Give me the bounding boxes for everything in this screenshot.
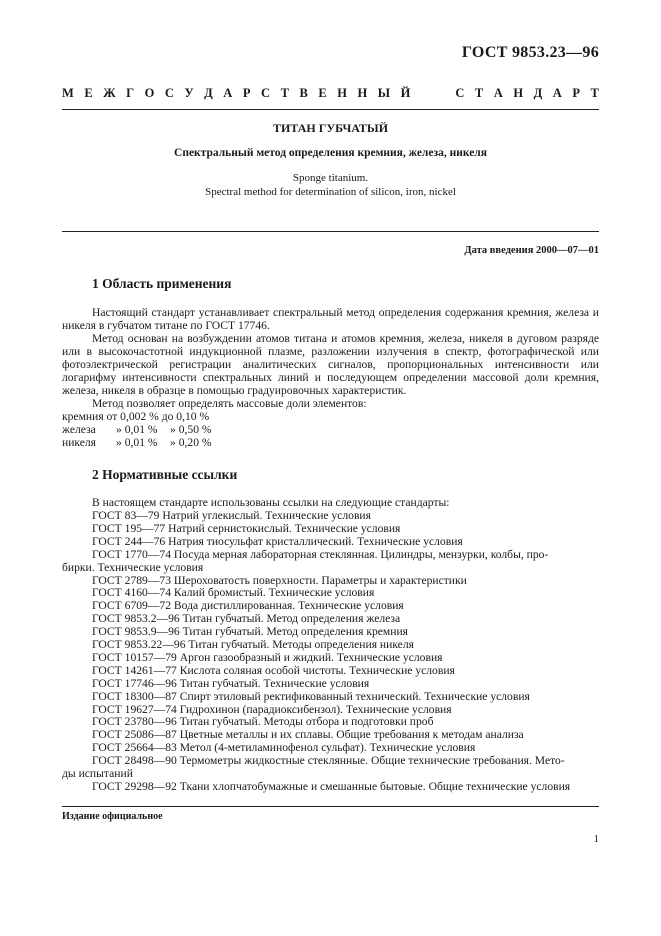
banner-letter: Ы	[377, 86, 391, 100]
banner-letter: Д	[533, 86, 543, 100]
range-to: » 0,20 %	[170, 436, 212, 449]
reference-line: ГОСТ 2789—73 Шероховатость поверхности. Параметры и характеристики	[92, 573, 467, 587]
reference-line: ГОСТ 10157—79 Аргон газообразный и жидкий. Технические условия	[92, 650, 443, 664]
section-2-intro: В настоящем стандарте использованы ссылки на следующие стандарты:	[92, 496, 450, 509]
reference-line: ГОСТ 29298—92 Ткани хлопчатобумажные и смешанные бытовые. Общие технические условия	[92, 779, 571, 793]
banner-letter: Н	[337, 86, 347, 100]
reference-line: ды испытаний	[62, 767, 133, 780]
range-element: железа	[62, 423, 96, 436]
banner-letter: Н	[357, 86, 368, 100]
reference-line: ГОСТ 28498—90 Термометры жидкостные стеклянные. Общие технические требования. Мето-	[92, 754, 565, 768]
range-from: » 0,01 %	[116, 436, 158, 449]
english-title-line-1: Sponge titanium.	[292, 172, 369, 184]
banner-letter: Т	[280, 86, 289, 100]
range-row-iron	[62, 424, 212, 437]
divider-middle	[62, 231, 599, 232]
reference-line: ГОСТ 1770—74 Посуда мерная лабораторная стеклянная. Цилиндры, мензурки, колбы, про-	[92, 547, 549, 561]
reference-line: ГОСТ 18300—87 Спирт этиловый ректификованный технический. Технические условия	[92, 689, 530, 703]
reference-line: ГОСТ 6709—72 Вода дистиллированная. Технические условия	[92, 599, 404, 613]
english-title-line-2: Spectral method for determination of silicon, iron, nickel	[205, 186, 456, 198]
banner-letter: Г	[126, 86, 135, 100]
divider-top	[62, 109, 599, 110]
banner-letter: Д	[204, 86, 213, 100]
reference-line: ГОСТ 9853.2—96 Титан губчатый. Метод определения железа	[92, 612, 401, 626]
range-to: » 0,50 %	[170, 423, 212, 436]
banner-letter	[421, 86, 445, 101]
reference-line: ГОСТ 195—77 Натрий сернистокислый. Технические условия	[92, 521, 401, 535]
reference-line: ГОСТ 244—76 Натрия тиосульфат кристаллический. Технические условия	[92, 534, 463, 548]
document-title: ТИТАН ГУБЧАТЫЙ	[272, 121, 389, 135]
reference-line: ГОСТ 9853.22—96 Титан губчатый. Методы определения никеля	[92, 638, 414, 651]
section-1-paragraph-2	[62, 333, 599, 398]
banner-letter: Н	[513, 86, 524, 100]
banner-letter: А	[493, 86, 503, 100]
banner-letter: Й	[400, 86, 411, 100]
para-1-text: Настоящий стандарт устанавливает спектральный метод определения содержания кремния, железа и никеля в губчатом титане по ГОСТ 17746.	[62, 306, 599, 332]
banner-letter: Р	[242, 86, 251, 100]
reference-line: ГОСТ 23780—96 Титан губчатый. Методы отбора и подготовки проб	[92, 715, 434, 729]
banner-letter: М	[62, 86, 74, 100]
banner-letter: У	[184, 86, 194, 100]
gost-code: ГОСТ 9853.23—96	[461, 44, 599, 61]
section-1-paragraph-1	[62, 307, 599, 333]
banner-letter: Р	[572, 86, 580, 100]
reference-line: ГОСТ 25086—87 Цветные металлы и их сплавы. Общие требования к методам анализа	[92, 728, 524, 742]
range-row-silicon	[62, 411, 209, 424]
banner-letter: В	[299, 86, 308, 100]
range-row-nickel	[62, 437, 212, 450]
range-element: кремния от 0,002 % до 0,10 %	[62, 410, 210, 423]
date-introduced: Дата введения 2000—07—01	[464, 245, 599, 256]
page-number: 1	[593, 833, 599, 845]
edition-note: Издание официальное	[62, 811, 163, 822]
banner-letter: Т	[474, 86, 484, 100]
section-2-heading: 2 Нормативные ссылки	[92, 467, 238, 482]
reference-line: ГОСТ 25664—83 Метол (4-метиламинофенол сульфат). Технические условия	[92, 741, 476, 755]
section-1-heading: 1 Область применения	[92, 276, 232, 291]
banner-letter: А	[552, 86, 562, 100]
banner-letter: Т	[590, 86, 599, 100]
interstate-standard-banner	[62, 86, 599, 101]
banner-letter: Е	[84, 86, 93, 100]
reference-line: ГОСТ 9853.9—96 Титан губчатый. Метод определения кремния	[92, 625, 408, 639]
banner-letter: Е	[318, 86, 327, 100]
reference-line: ГОСТ 19627—74 Гидрохинон (парадиоксибензол). Технические условия	[92, 702, 452, 716]
banner-letter: О	[144, 86, 155, 100]
range-from: » 0,01 %	[116, 423, 158, 436]
para-2-text: Метод основан на возбуждении атомов титана и атомов кремния, железа, никеля в дуговом разряде или в высокочастотной индукционной плазме, разложении излучения в спектр, фотографической или фотоэлектрической регистрации аналитических сигналов, пропорциональных интенсивности или логарифму интенсивности спектральных линий и последующем определении массовой доли кремния, железа, никеля в образце в помощью градуировочных характеристик.	[62, 332, 599, 397]
reference-line: ГОСТ 4160—74 Калий бромистый. Технические условия	[92, 586, 375, 600]
para-3-text: Метод позволяет определять массовые доли элементов:	[92, 397, 367, 410]
divider-bottom	[62, 806, 599, 807]
banner-letter: С	[164, 86, 174, 100]
banner-letter: Ж	[103, 86, 116, 100]
section-1-paragraph-3	[62, 398, 599, 411]
reference-line: ГОСТ 14261—77 Кислота соляная особой чистоты. Технические условия	[92, 663, 455, 677]
banner-letter: С	[261, 86, 271, 100]
banner-letter: А	[223, 86, 233, 100]
reference-line: ГОСТ 83—79 Натрий углекислый. Технические условия	[92, 509, 371, 522]
reference-line: ГОСТ 17746—96 Титан губчатый. Технические условия	[92, 676, 370, 690]
banner-letter: С	[455, 86, 465, 100]
range-element: никеля	[62, 436, 97, 449]
document-subtitle: Спектральный метод определения кремния, железа, никеля	[174, 147, 487, 159]
reference-line: бирки. Технические условия	[62, 560, 204, 574]
